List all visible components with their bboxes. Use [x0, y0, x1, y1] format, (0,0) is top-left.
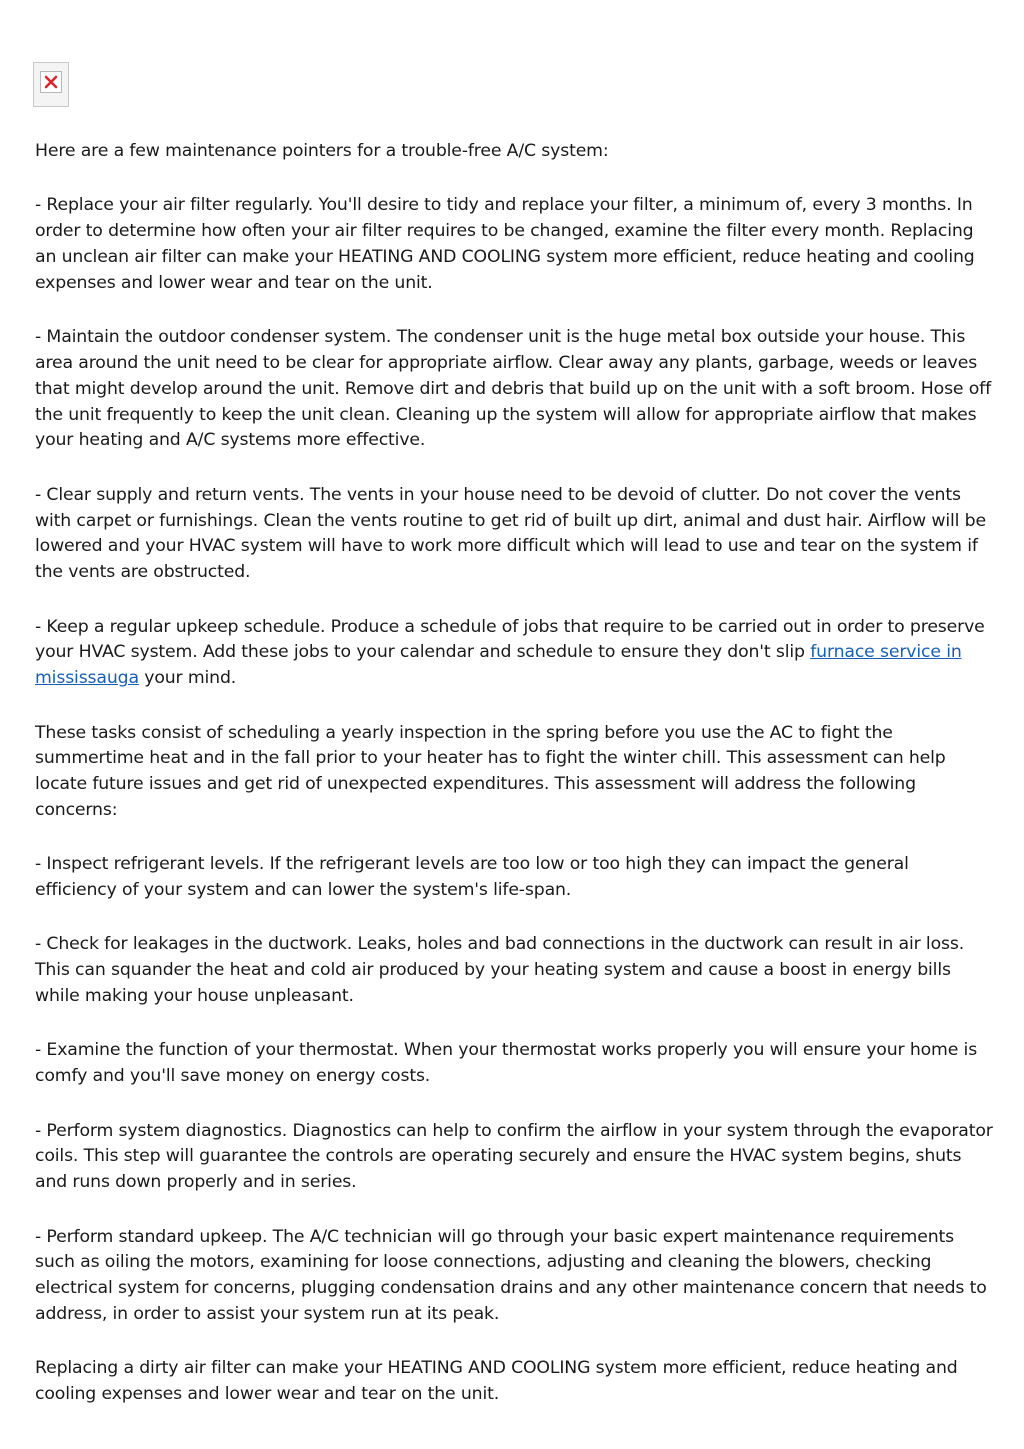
- tip-schedule-text: - Keep a regular upkeep schedule. Produce a schedule of jobs that require to be carried out in order to preserve your HVAC system. Add these jobs to your calendar and schedule to ensure they don't slip: [35, 616, 985, 663]
- concern-ductwork: - Check for leakages in the ductwork. Leaks, holes and bad connections in the ductwork can result in air loss. This can squander the heat and cold air produced by your heating system and cause a boost in energy bills while making your house unpleasant.: [35, 934, 965, 1007]
- article-intro: Here are a few maintenance pointers for a trouble-free A/C system:: [35, 141, 609, 161]
- tip-vents: - Clear supply and return vents. The vents in your house need to be devoid of clutter. Do not cover the vents with carpet or furnishings. Clean the vents routine to get rid of built up dirt, animal and dust hair. Airflow will be lowered and your HVAC system will have to work more difficult which will lead to use and tear on the system if the vents are obstructed.: [35, 484, 986, 583]
- article-body: [35, 139, 995, 1437]
- inspection-paragraph: These tasks consist of scheduling a yearly inspection in the spring before you use the AC to fight the summertime heat and in the fall prior to your heater has to fight the winter chill. This assessment can help locate future issues and get rid of unexpected expenditures. This assessment will address the following concerns:: [35, 722, 946, 820]
- tip-replace-filter: - Replace your air filter regularly. You'll desire to tidy and replace your filter, a minimum of, every 3 months. In order to determine how often your air filter requires to be changed, examine the filter every month. Replacing an unclean air filter can make your HEATING AND COOLING system more efficient, reduce heating and cooling expenses and lower wear and tear on the unit.: [35, 195, 975, 293]
- concern-upkeep: - Perform standard upkeep. The A/C technician will go through your basic expert maintenance requirements such as oiling the motors, examining for loose connections, adjusting and cleaning the blowers, checking electrical system for concerns, plugging condensation drains and any other maintenance concern that needs to address, in order to assist your system run at its peak.: [35, 1226, 987, 1325]
- concern-thermostat: - Examine the function of your thermostat. When your thermostat works properly you will ensure your home is comfy and you'll save money on energy costs.: [35, 1040, 978, 1087]
- concern-diagnostics: - Perform system diagnostics. Diagnostics can help to confirm the airflow in your system through the evaporator coils. This step will guarantee the controls are operating securely and ensure the HVAC system begins, shuts and runs down properly and in series.: [35, 1120, 993, 1193]
- tip-schedule-tail: your mind.: [138, 668, 237, 689]
- tip-condenser: - Maintain the outdoor condenser system. The condenser unit is the huge metal box outside your house. This area around the unit need to be clear for appropriate airflow. Clear away any plants, garbage, weeds or leaves that might develop around the unit. Remove dirt and debris that build up on the unit with a soft broom. Hose off the unit frequently to keep the unit clean. Cleaning up the system will allow for appropriate airflow that makes your heating and A/C systems more effective.: [35, 327, 992, 451]
- closing-paragraph: Replacing a dirty air filter can make your HEATING AND COOLING system more efficient, reduce heating and cooling expenses and lower wear and tear on the unit.: [35, 1358, 958, 1405]
- tip-schedule: [35, 615, 995, 692]
- close-icon: [44, 75, 58, 89]
- broken-image-frame: [40, 71, 62, 93]
- broken-image-icon: [33, 62, 69, 107]
- concern-refrigerant: - Inspect refrigerant levels. If the refrigerant levels are too low or too high they can impact the general efficiency of your system and can lower the system's life-span.: [35, 854, 909, 901]
- furnace-service-link[interactable]: furnace service in mississauga: [35, 642, 962, 689]
